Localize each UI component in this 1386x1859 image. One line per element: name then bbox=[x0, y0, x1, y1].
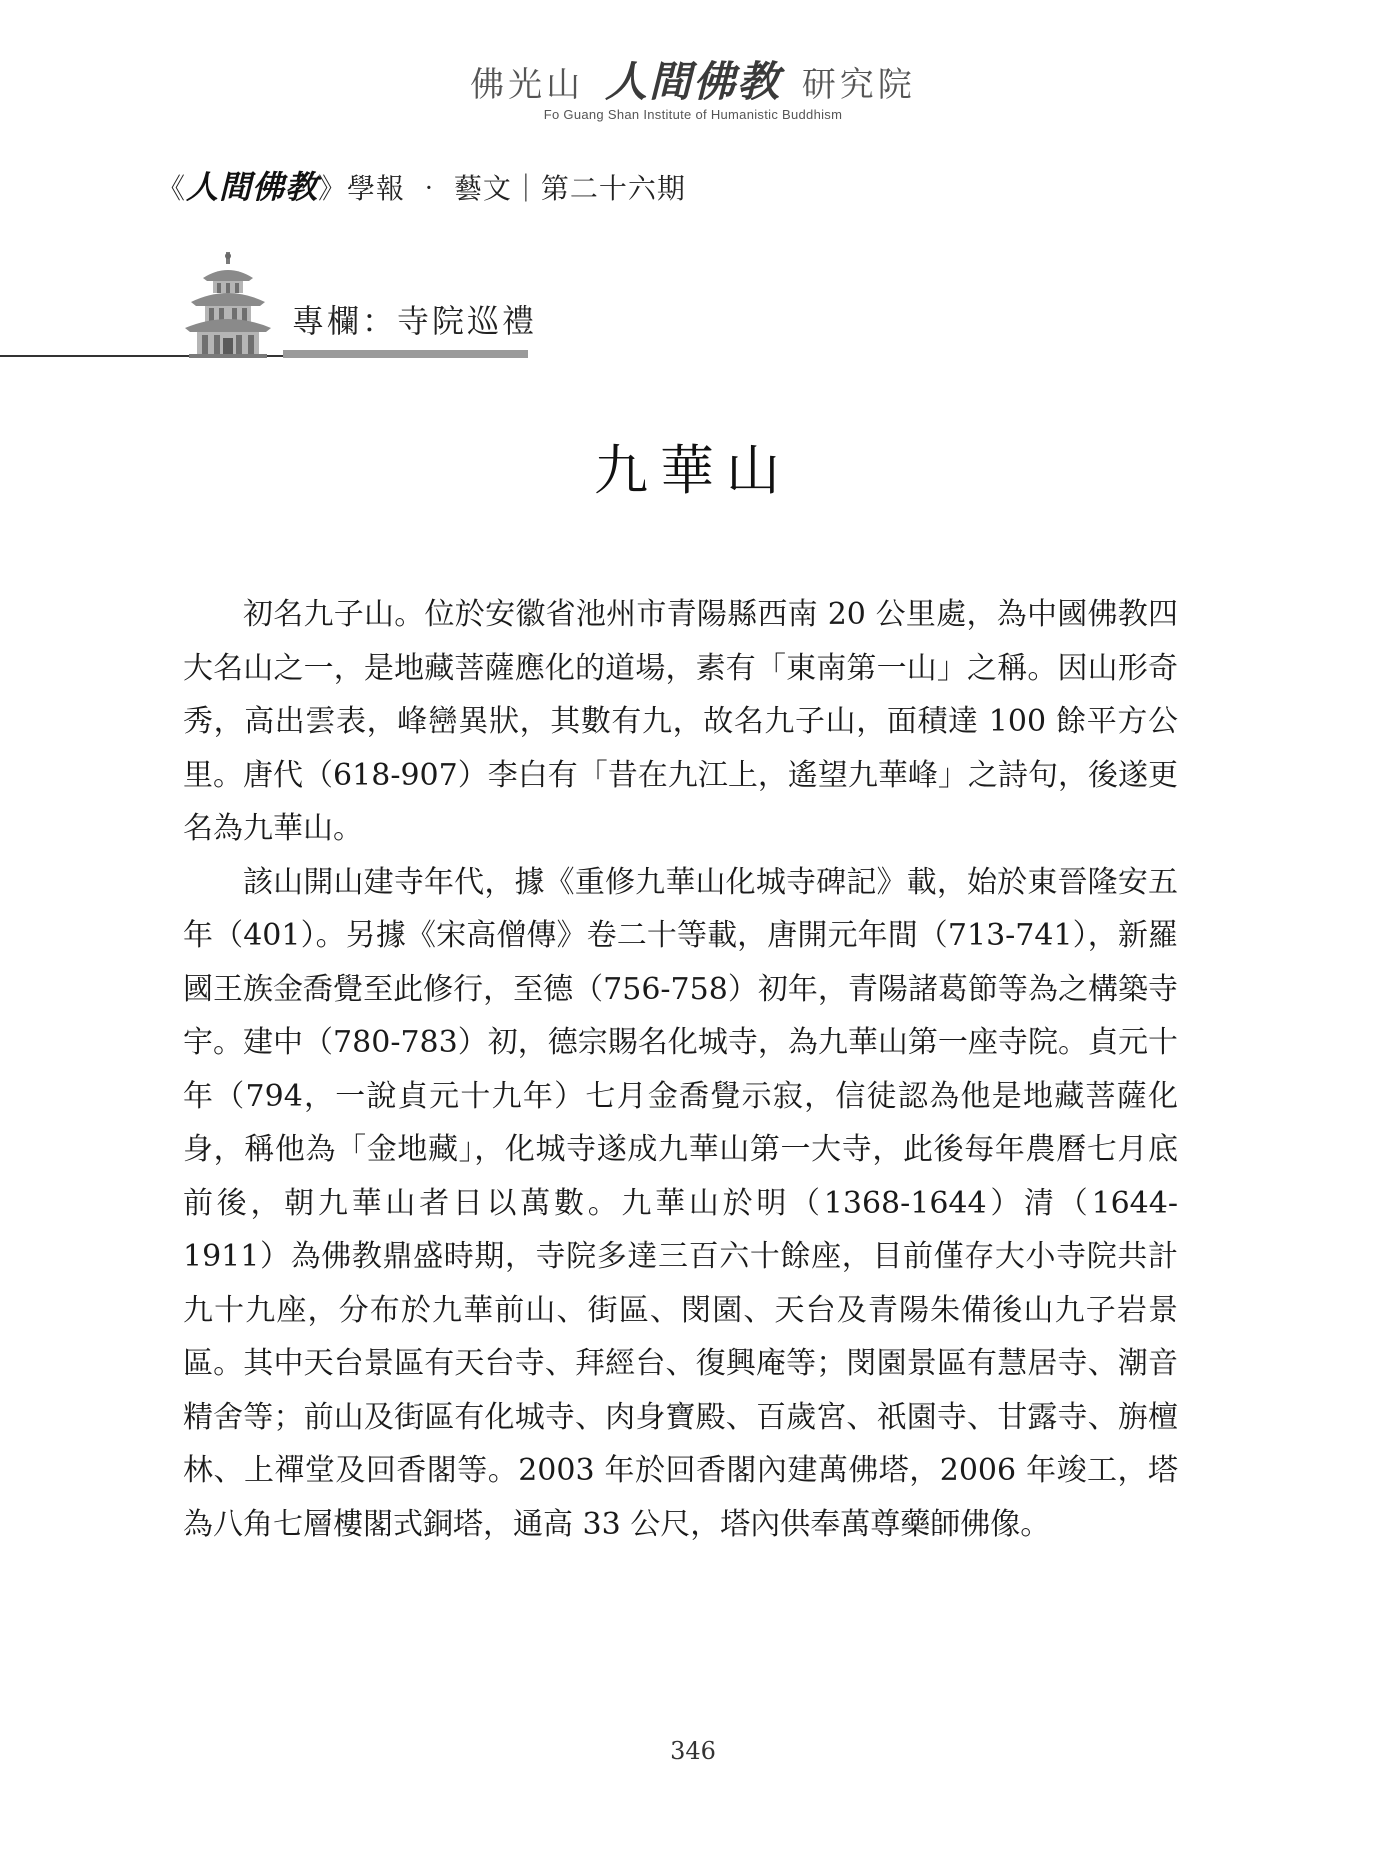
pagoda-icon bbox=[183, 252, 273, 358]
institute-name-left: 佛光山 bbox=[470, 65, 585, 105]
journal-open-bracket: 《 bbox=[157, 172, 187, 205]
article-body bbox=[183, 588, 1178, 1551]
column-rule-thick bbox=[283, 350, 528, 358]
institute-english-name: Fo Guang Shan Institute of Humanistic Buddhism bbox=[543, 107, 843, 122]
page-number: 346 bbox=[670, 1737, 716, 1765]
column-banner bbox=[0, 252, 1386, 362]
institute-name bbox=[0, 57, 1386, 106]
journal-brand: 人間佛教 bbox=[186, 168, 319, 206]
article-title: 九華山 bbox=[594, 439, 792, 502]
journal-issue-info: 》學報 ‧ 藝文｜第二十六期 bbox=[318, 172, 686, 205]
institute-name-right: 研究院 bbox=[801, 65, 916, 105]
institute-header bbox=[0, 57, 1386, 122]
journal-running-header bbox=[157, 162, 686, 208]
article-paragraph-2: 該山開山建寺年代，據《重修九華山化城寺碑記》載，始於東晉隆安五年（401）。另據《宋高僧傳》卷二十等載，唐開元年間（713-741），新羅國王族金喬覺至此修行，至德（756-758）初年，青陽諸葛節等為之構築寺宇。建中（780-783）初，德宗賜名化城寺，為九華山第一座寺院。貞元十年（794，一說貞元十九年）七月金喬覺示寂，信徒認為他是地藏菩薩化身，稱他為「金地藏」，化城寺遂成九華山第一大寺，此後每年農曆七月底前後，朝九華山者日以萬數。九華山於明（1368-1644）清（1644-1911）為佛教鼎盛時期，寺院多達三百六十餘座，目前僅存大小寺院共計九十九座，分布於九華前山、街區、閔園、天台及青陽朱備後山九子岩景區。其中天台景區有天台寺、拜經台、復興庵等；閔園景區有慧居寺、潮音精舍等；前山及街區有化城寺、肉身寶殿、百歲宮、祇園寺、甘露寺、旃檀林、上禪堂及回香閣等。2003 年於回香閣內建萬佛塔，2006 年竣工，塔為八角七層樓閣式銅塔，通高 33 公尺，塔內供奉萬尊藥師佛像。 bbox=[183, 864, 1178, 1542]
article-paragraph-1: 初名九子山。位於安徽省池州市青陽縣西南 20 公里處，為中國佛教四大名山之一，是地藏菩薩應化的道場，素有「東南第一山」之稱。因山形奇秀，高出雲表，峰巒異狀，其數有九，故名九子山，面積達 100 餘平方公里。唐代（618-907）李白有「昔在九江上，遙望九華峰」之詩句，後遂更名為九華山。 bbox=[183, 597, 1178, 846]
column-label: 專欄：寺院巡禮 bbox=[292, 302, 538, 340]
institute-brand-logo: 人間佛教 bbox=[604, 57, 781, 106]
